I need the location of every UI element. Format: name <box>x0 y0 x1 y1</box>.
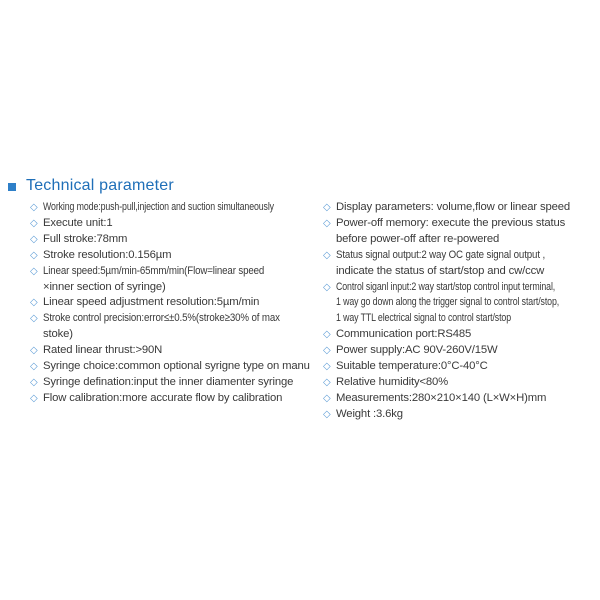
param-status-signal: Status signal output:2 way OC gate signal output , <box>336 248 546 261</box>
param-humidity: Relative humidity<80% <box>336 375 449 388</box>
page-title: Technical parameter <box>26 177 174 194</box>
header-square-icon <box>8 183 16 191</box>
diamond-bullet-icon: ◇ <box>30 376 38 388</box>
list-item <box>323 280 585 328</box>
param-stroke-precision-cont: stoke) <box>43 328 73 341</box>
diamond-bullet-icon: ◇ <box>323 281 331 293</box>
diamond-bullet-icon: ◇ <box>323 392 331 404</box>
list-item <box>323 327 585 343</box>
diamond-bullet-icon: ◇ <box>30 265 38 277</box>
param-working-mode: Working mode:push-pull,injection and suction simultaneously <box>43 201 274 213</box>
diamond-bullet-icon: ◇ <box>30 217 38 229</box>
param-temperature: Suitable temperature:0°C-40°C <box>336 360 488 373</box>
param-power-supply: Power supply:AC 90V-260V/15W <box>336 344 498 357</box>
param-stroke-precision: Stroke control precision:error≤±0.5%(stroke≥30% of max <box>43 312 280 325</box>
section-header <box>8 175 174 197</box>
list-item <box>323 343 585 359</box>
param-weight: Weight :3.6kg <box>336 407 403 420</box>
diamond-bullet-icon: ◇ <box>323 361 331 373</box>
list-item <box>323 248 585 280</box>
diamond-bullet-icon: ◇ <box>30 202 38 213</box>
list-item <box>323 375 585 391</box>
diamond-bullet-icon: ◇ <box>30 249 38 261</box>
list-item <box>30 264 330 296</box>
diamond-bullet-icon: ◇ <box>30 361 38 373</box>
param-status-signal-cont: indicate the status of start/stop and cw/ccw <box>336 264 545 277</box>
param-syringe-definition: Syringe defination:input the inner diamenter syringe <box>43 375 294 388</box>
diamond-bullet-icon: ◇ <box>323 345 331 357</box>
diamond-bullet-icon: ◇ <box>323 217 331 229</box>
list-item <box>30 295 330 311</box>
list-item <box>30 343 330 359</box>
diamond-bullet-icon: ◇ <box>30 392 38 404</box>
diamond-bullet-icon: ◇ <box>30 313 38 325</box>
list-item <box>30 232 330 248</box>
list-item <box>30 391 330 407</box>
param-flow-calibration: Flow calibration:more accurate flow by calibration <box>43 391 283 404</box>
list-item <box>30 200 330 216</box>
diamond-bullet-icon: ◇ <box>323 202 331 213</box>
diamond-bullet-icon: ◇ <box>323 329 331 341</box>
param-syringe-choice: Syringe choice:common optional syrigne type on manu <box>43 360 310 373</box>
param-rated-thrust: Rated linear thrust:>90N <box>43 344 163 357</box>
param-linear-speed: Linear speed:5µm/min-65mm/min(Flow=linear speed <box>43 264 265 277</box>
param-control-signal: Control siganl input:2 way start/stop control input terminal, <box>336 280 556 293</box>
diamond-bullet-icon: ◇ <box>323 249 331 261</box>
diamond-bullet-icon: ◇ <box>30 297 38 309</box>
list-item <box>30 375 330 391</box>
param-execute-unit: Execute unit:1 <box>43 216 113 229</box>
param-speed-adjust-resolution: Linear speed adjustment resolution:5µm/min <box>43 296 260 309</box>
diamond-bullet-icon: ◇ <box>323 408 331 420</box>
param-measurements: Measurements:280×210×140 (L×W×H)mm <box>336 391 547 404</box>
list-item <box>30 248 330 264</box>
left-parameter-list <box>30 200 330 407</box>
list-item <box>323 216 585 248</box>
list-item <box>323 200 585 216</box>
list-item <box>323 391 585 407</box>
diamond-bullet-icon: ◇ <box>30 345 38 357</box>
param-control-signal-cont2: 1 way TTL electrical signal to control start/stop <box>336 312 511 325</box>
diamond-bullet-icon: ◇ <box>323 376 331 388</box>
param-linear-speed-cont: ×inner section of syringe) <box>43 280 166 293</box>
param-power-off-memory: Power-off memory: execute the previous status <box>336 216 566 229</box>
param-stroke-resolution: Stroke resolution:0.156µm <box>43 248 172 261</box>
diamond-bullet-icon: ◇ <box>30 233 38 245</box>
param-power-off-memory-cont: before power-off after re-powered <box>336 232 500 245</box>
param-display: Display parameters: volume,flow or linear speed <box>336 201 571 213</box>
param-control-signal-cont1: 1 way go down along the trigger signal to control start/stop, <box>336 296 560 309</box>
right-parameter-list <box>323 200 585 423</box>
param-communication-port: Communication port:RS485 <box>336 328 472 341</box>
list-item <box>30 359 330 375</box>
list-item <box>30 311 330 343</box>
list-item <box>323 407 585 423</box>
list-item <box>30 216 330 232</box>
param-full-stroke: Full stroke:78mm <box>43 232 128 245</box>
list-item <box>323 359 585 375</box>
